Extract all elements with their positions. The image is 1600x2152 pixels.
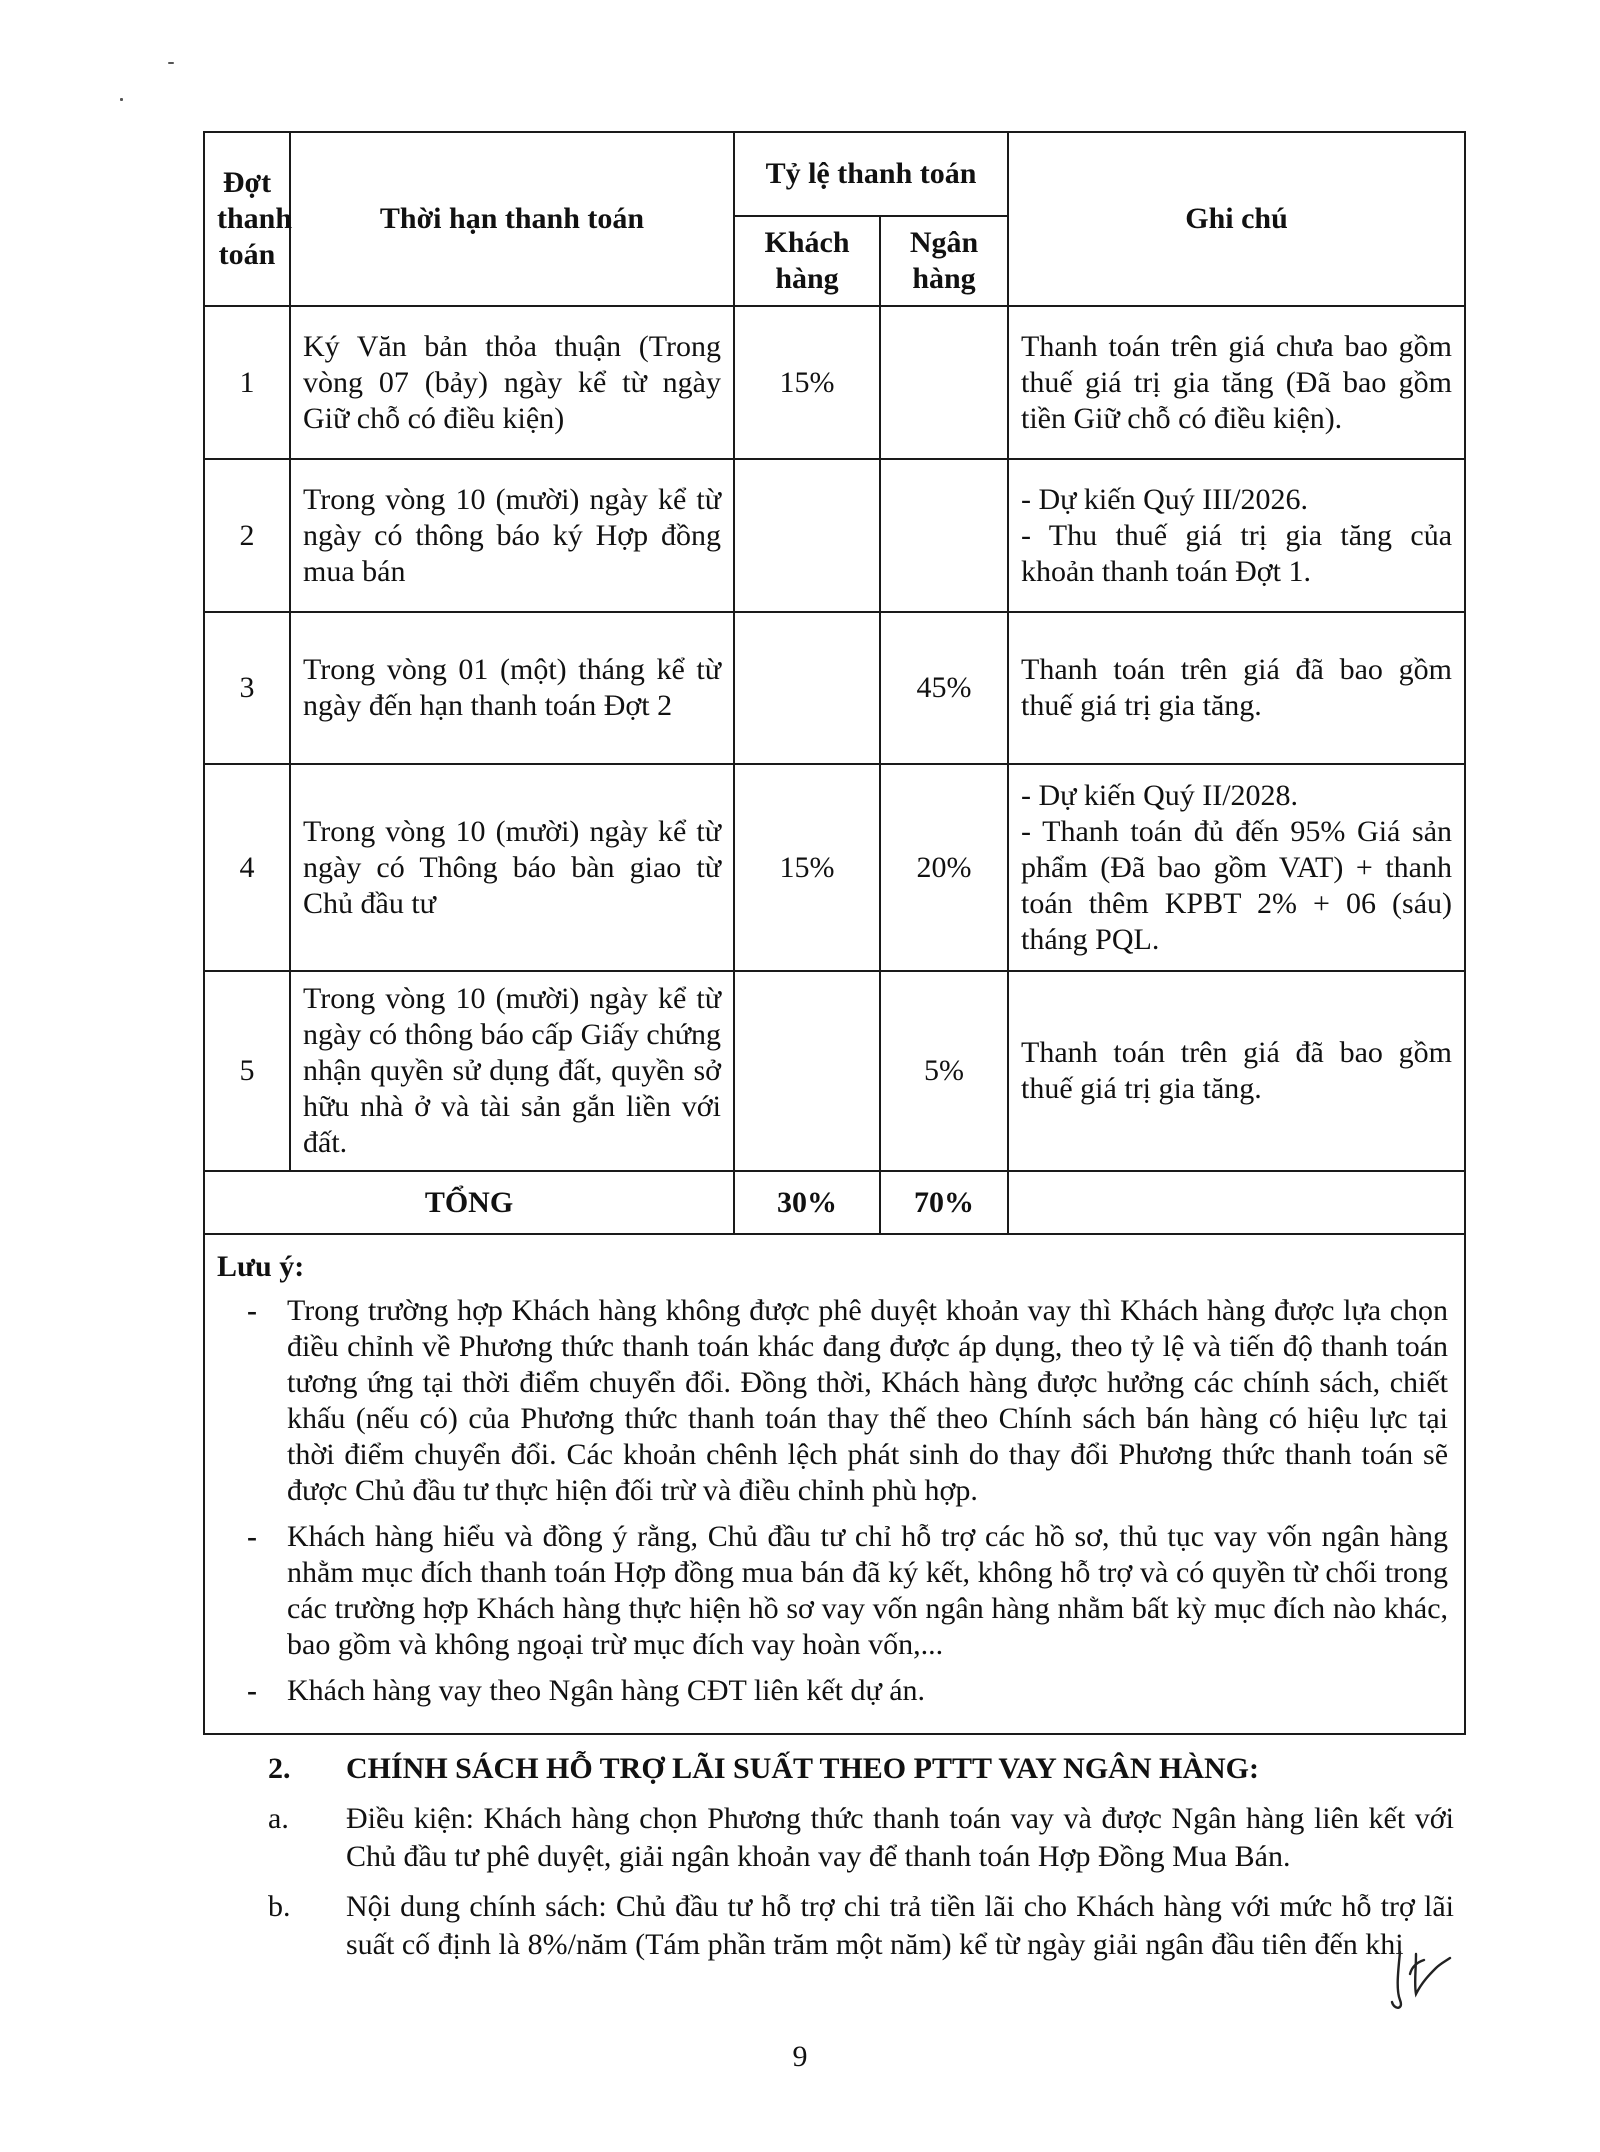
section-item-label: b. bbox=[268, 1890, 291, 1923]
note-text: - Thu thuế giá trị gia tăng của khoản thanh toán Đợt 1. bbox=[1021, 518, 1453, 588]
section-item-text: Điều kiện: Khách hàng chọn Phương thức thanh toán vay và được Ngân hàng liên kết với Chủ đầu tư phê duyệt, giải ngân khoản vay để thanh toán Hợp Đồng Mua Bán. bbox=[346, 1802, 1454, 1873]
bank-pct-cell bbox=[880, 459, 1008, 612]
total-note-cell bbox=[1008, 1171, 1465, 1234]
note-item bbox=[217, 1293, 1448, 1509]
note-item-text: Khách hàng vay theo Ngân hàng CĐT liên kết dự án. bbox=[287, 1674, 926, 1707]
bank-pct-cell: 45% bbox=[880, 612, 1008, 764]
section-item bbox=[268, 1888, 1454, 1964]
section-number: 2. bbox=[268, 1752, 291, 1785]
note-item bbox=[217, 1519, 1448, 1663]
header-term: Thời hạn thanh toán bbox=[290, 132, 734, 306]
table-row bbox=[204, 971, 1465, 1171]
note-text: - Thanh toán đủ đến 95% Giá sản phẩm (Đã bao gồm VAT) + thanh toán thêm KPBT 2% + 06 (sáu) tháng PQL. bbox=[1021, 814, 1453, 956]
note-item-text: Khách hàng hiểu và đồng ý rằng, Chủ đầu tư chỉ hỗ trợ các hồ sơ, thủ tục vay vốn ngân hàng nhằm mục đích thanh toán Hợp đồng mua bán đã ký kết, không hỗ trợ và có quyền từ chối trong các trường hợp Khách hàng thực hiện hồ sơ vay vốn ngân hàng nhằm bất kỳ mục đích nào khác, bao gồm và không ngoại trừ mục đích vay hoàn vốn,... bbox=[287, 1520, 1449, 1661]
stage-cell: 5 bbox=[204, 971, 290, 1171]
note-text: Thanh toán trên giá đã bao gồm thuế giá trị gia tăng. bbox=[1021, 1036, 1453, 1105]
section-item-text: Nội dung chính sách: Chủ đầu tư hỗ trợ chi trả tiền lãi cho Khách hàng với mức hỗ trợ lãi suất cố định là 8%/năm (Tám phần trăm một năm) kể từ ngày giải ngân đầu tiên đến khi bbox=[346, 1890, 1454, 1961]
header-note: Ghi chú bbox=[1008, 132, 1465, 306]
scan-mark bbox=[168, 62, 174, 64]
page-number: 9 bbox=[792, 2040, 808, 2073]
notes-cell bbox=[204, 1234, 1465, 1734]
note-text: - Dự kiến Quý III/2026. bbox=[1021, 482, 1309, 516]
note-text: - Dự kiến Quý II/2028. bbox=[1021, 778, 1299, 812]
bank-pct-cell: 5% bbox=[880, 971, 1008, 1171]
stage-cell: 1 bbox=[204, 306, 290, 459]
term-cell: Trong vòng 01 (một) tháng kể từ ngày đến hạn thanh toán Đợt 2 bbox=[290, 612, 734, 764]
customer-pct-cell: 15% bbox=[734, 764, 880, 971]
note-cell bbox=[1008, 612, 1465, 764]
bank-pct-cell bbox=[880, 306, 1008, 459]
header-ratio: Tỷ lệ thanh toán bbox=[734, 132, 1008, 216]
total-row bbox=[204, 1171, 1465, 1234]
note-text: Thanh toán trên giá đã bao gồm thuế giá trị gia tăng. bbox=[1021, 653, 1453, 722]
note-item-text: Trong trường hợp Khách hàng không được phê duyệt khoản vay thì Khách hàng được lựa chọn điều chỉnh về Phương thức thanh toán khác đang được áp dụng, theo tỷ lệ và tiến độ thanh toán tương ứng tại thời điểm chuyển đổi. Đồng thời, Khách hàng được hưởng các chính sách, chiết khấu (nếu có) của Phương thức thanh toán thay thế theo Chính sách bán hàng có hiệu lực tại thời điểm chuyển đổi. Các khoản chênh lệch phát sinh do thay đổi Phương thức thanh toán sẽ được Chủ đầu tư thực hiện đối trừ và điều chỉnh phù hợp. bbox=[287, 1294, 1449, 1507]
note-cell bbox=[1008, 764, 1465, 971]
note-text: Thanh toán trên giá chưa bao gồm thuế giá trị gia tăng (Đã bao gồm tiền Giữ chỗ có điều kiện). bbox=[1021, 329, 1453, 435]
note-bullet: - bbox=[247, 1674, 257, 1707]
scan-mark bbox=[120, 98, 123, 101]
stage-cell: 3 bbox=[204, 612, 290, 764]
term-cell: Ký Văn bản thỏa thuận (Trong vòng 07 (bảy) ngày kể từ ngày Giữ chỗ có điều kiện) bbox=[290, 306, 734, 459]
header-stage: Đợt thanh toán bbox=[204, 132, 290, 306]
customer-pct-cell: 15% bbox=[734, 306, 880, 459]
note-item bbox=[217, 1673, 1448, 1709]
header-customer: Khách hàng bbox=[734, 216, 880, 306]
note-cell bbox=[1008, 459, 1465, 612]
section-title: CHÍNH SÁCH HỖ TRỢ LÃI SUẤT THEO PTTT VAY NGÂN HÀNG: bbox=[346, 1752, 1259, 1785]
table-row bbox=[204, 306, 1465, 459]
note-bullet: - bbox=[247, 1520, 257, 1553]
table-row bbox=[204, 459, 1465, 612]
payment-schedule-table bbox=[203, 131, 1466, 1735]
term-cell: Trong vòng 10 (mười) ngày kể từ ngày có Thông báo bàn giao từ Chủ đầu tư bbox=[290, 764, 734, 971]
total-label: TỔNG bbox=[204, 1171, 734, 1234]
total-customer-pct: 30% bbox=[734, 1171, 880, 1234]
table-row bbox=[204, 612, 1465, 764]
customer-pct-cell bbox=[734, 971, 880, 1171]
bank-pct-cell: 20% bbox=[880, 764, 1008, 971]
section-item-label: a. bbox=[268, 1802, 289, 1835]
note-cell bbox=[1008, 306, 1465, 459]
table-row bbox=[204, 764, 1465, 971]
stage-cell: 2 bbox=[204, 459, 290, 612]
notes-row bbox=[204, 1234, 1465, 1734]
section-2 bbox=[268, 1750, 1454, 1976]
note-bullet: - bbox=[247, 1294, 257, 1327]
term-cell: Trong vòng 10 (mười) ngày kể từ ngày có thông báo cấp Giấy chứng nhận quyền sử dụng đất, quyền sở hữu nhà ở và tài sản gắn liền với đất. bbox=[290, 971, 734, 1171]
section-item bbox=[268, 1800, 1454, 1876]
section-heading bbox=[268, 1750, 1454, 1788]
customer-pct-cell bbox=[734, 612, 880, 764]
header-bank: Ngân hàng bbox=[880, 216, 1008, 306]
table-header-row bbox=[204, 132, 1465, 216]
total-bank-pct: 70% bbox=[880, 1171, 1008, 1234]
customer-pct-cell bbox=[734, 459, 880, 612]
stage-cell: 4 bbox=[204, 764, 290, 971]
term-cell: Trong vòng 10 (mười) ngày kể từ ngày có thông báo ký Hợp đồng mua bán bbox=[290, 459, 734, 612]
signature-initials bbox=[1386, 1944, 1456, 2016]
note-cell bbox=[1008, 971, 1465, 1171]
notes-title: Lưu ý: bbox=[217, 1250, 305, 1283]
